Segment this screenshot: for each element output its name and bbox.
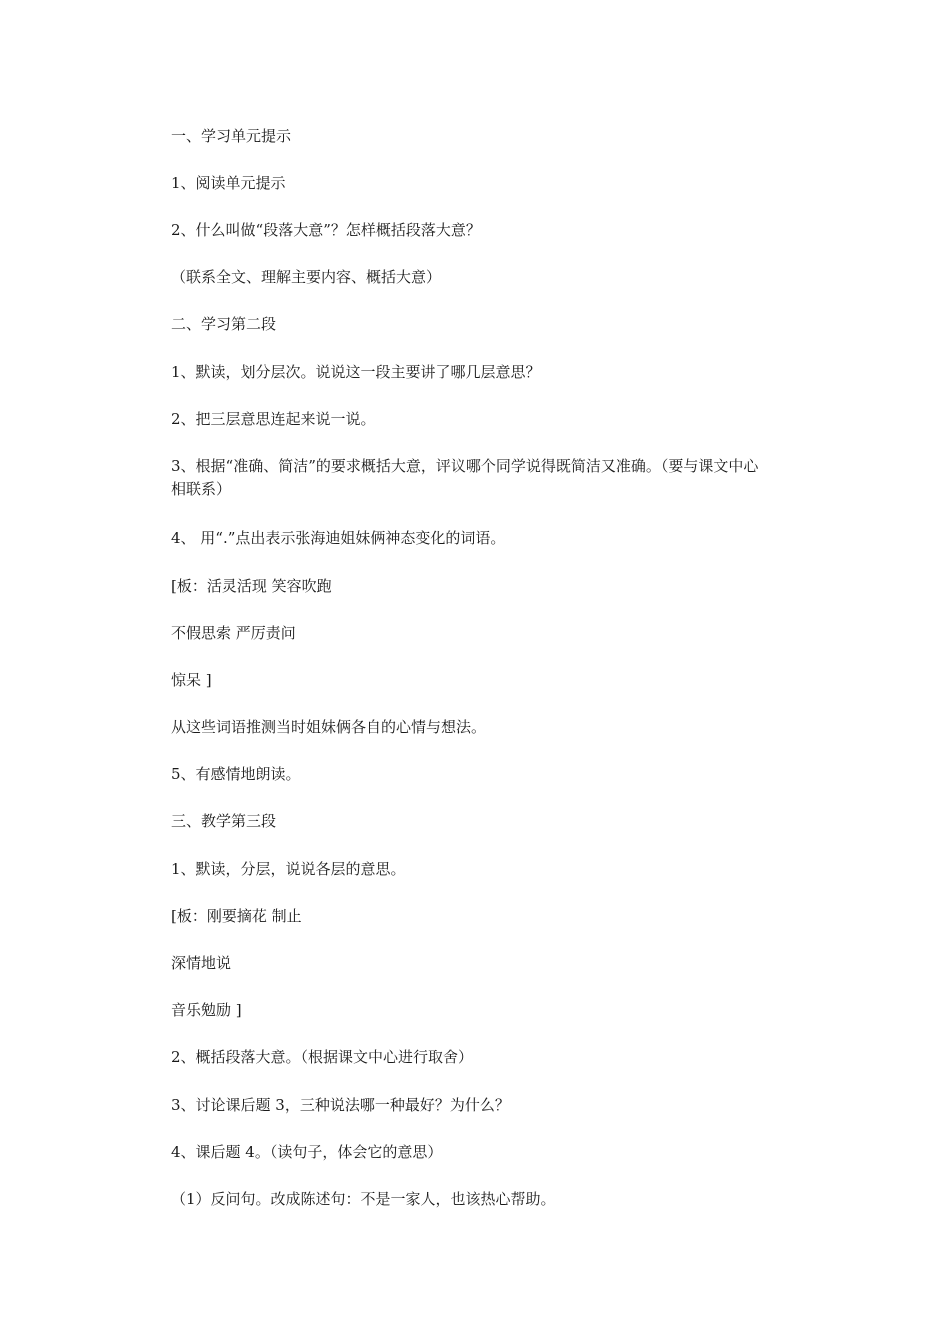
board-note-line: 不假思索 严厉责问 [171, 624, 296, 642]
paragraph-line: 5、有感情地朗读。 [171, 765, 301, 783]
paragraph-line: （1）反问句。改成陈述句：不是一家人，也该热心帮助。 [171, 1190, 556, 1208]
paragraph-line: 2、把三层意思连起来说一说。 [171, 410, 376, 428]
paragraph-line: 1、默读，划分层次。说说这一段主要讲了哪几层意思？ [171, 363, 541, 381]
paragraph-line: 2、什么叫做“段落大意”？怎样概括段落大意？ [171, 221, 481, 239]
paragraph-line: 3、讨论课后题 3，三种说法哪一种最好？为什么？ [171, 1096, 510, 1114]
board-note-line: 惊呆 ] [171, 671, 212, 689]
board-note-line: [板：刚要摘花 制止 [171, 907, 302, 925]
heading-unit-tips: 一、学习单元提示 [171, 127, 292, 145]
heading-third-section: 三、教学第三段 [171, 812, 277, 830]
board-note-line: 音乐勉励 ] [171, 1001, 242, 1019]
heading-second-section: 二、学习第二段 [171, 315, 277, 333]
paragraph-line: 从这些词语推测当时姐妹俩各自的心情与想法。 [171, 718, 487, 736]
board-note-line: 深情地说 [171, 954, 232, 972]
paragraph-line: 2、概括段落大意。（根据课文中心进行取舍） [171, 1048, 474, 1066]
paragraph-line: 4、 用“.”点出表示张海迪姐妹俩神态变化的词语。 [171, 529, 506, 547]
paragraph-line: （联系全文、理解主要内容、概括大意） [171, 268, 442, 286]
paragraph-line: 1、阅读单元提示 [171, 174, 286, 192]
paragraph-line: 4、课后题 4。（读句子，体会它的意思） [171, 1143, 443, 1161]
board-note-line: [板：活灵活现 笑容吹跑 [171, 577, 332, 595]
paragraph-line: 3、根据“准确、简洁”的要求概括大意，评议哪个同学说得既简洁又准确。（要与课文中心相联系） [171, 457, 759, 498]
paragraph-line: 1、默读，分层，说说各层的意思。 [171, 860, 406, 878]
